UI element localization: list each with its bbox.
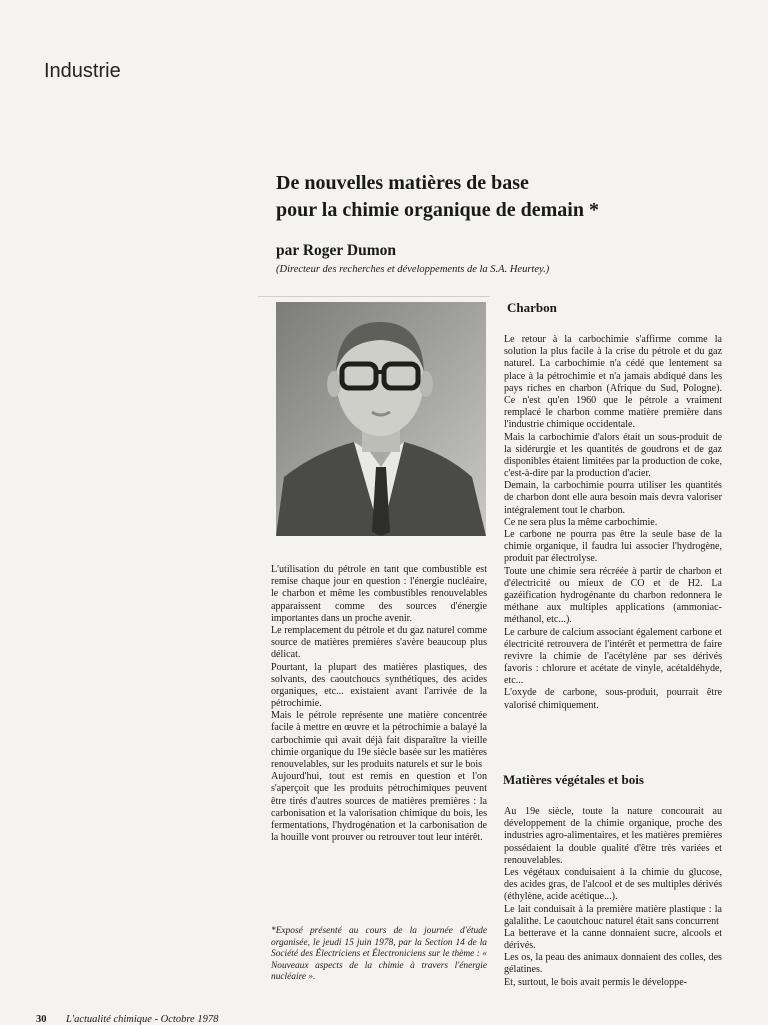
page-number: 30 <box>36 1014 47 1025</box>
paragraph: Le remplacement du pétrole et du gaz naturel comme source de matières premières s'avère beaucoup plus délicat. <box>271 624 487 661</box>
article-title <box>276 170 716 224</box>
paragraph: La betterave et la canne donnaient sucre, alcools et dérivés. <box>504 927 722 952</box>
paragraph: L'oxyde de carbone, sous-produit, pourrait être valorisé chimiquement. <box>504 687 722 711</box>
divider <box>258 296 490 297</box>
title-line: De nouvelles matières de base <box>276 172 529 194</box>
paragraph: Le carbure de calcium associant également carbone et électricité retrouvera de l'intérêt et permettra de faire revivre la chimie de l'acétylène par ses dérivés favoris : chlorure et acétate de vinyle, acétaldéhyde, etc... <box>504 626 722 687</box>
section-label: Industrie <box>44 60 121 82</box>
paragraph: Et, surtout, le bois avait permis le développe- <box>504 976 688 988</box>
title-line: pour la chimie organique de demain * <box>276 199 599 221</box>
vegetales-column <box>504 806 722 989</box>
paragraph: L'utilisation du pétrole en tant que combustible est remise chaque jour en question : l'énergie nucléaire, le charbon et même les combustibles renouvelables apparaissent comme des sources d'énergie importantes dans un proche avenir. <box>271 564 487 624</box>
author-affiliation: (Directeur des recherches et développements de la S.A. Heurtey.) <box>276 264 550 275</box>
paragraph: Au 19e siècle, toute la nature concourait au développement de la chimie organique, proche des industries agro-alimentaires, et les matières premières possédaient la double qualité d'être très variées et renouvelables. <box>504 806 722 866</box>
paragraph: Les végétaux conduisaient à la chimie du glucose, des acides gras, de l'alcool et de ses multiples dérivés (éthylène, acide acétique...). <box>504 866 722 903</box>
paragraph: Mais la carbochimie d'alors était un sous-produit de la sidérurgie et les quantités de goudrons et de gaz disponibles étaient limitées par la production de coke, c'est-à-dire par la production d'acier. <box>504 431 722 480</box>
paragraph: Demain, la carbochimie pourra utiliser les quantités de charbon dont elle aura besoin mais devra valoriser intégralement tout le charbon. <box>504 480 722 516</box>
paragraph: Les os, la peau des animaux donnaient des colles, des gélatines. <box>504 952 722 976</box>
author-portrait <box>276 302 486 536</box>
portrait-illustration <box>276 302 486 536</box>
author-byline: par Roger Dumon <box>276 242 396 259</box>
intro-column <box>271 564 487 844</box>
paragraph: Le retour à la carbochimie s'affirme comme la solution la plus facile à la crise du pétrole et du gaz naturel. La carbochimie n'a cédé que lentement sa place à la pétrochimie et n'a jamais abdiqué dans les pays riches en charbon (Afrique du Sud, Pologne). Ce n'est qu'en 1960 que le pétrole a vraiment remplacé le charbon comme matière première dans l'industrie chimique occidentale. <box>504 334 722 431</box>
paragraph: Le carbone ne pourra pas être la seule base de la chimie organique, il faudra lui associer l'hydrogène, produit par électrolyse. <box>504 529 722 565</box>
paragraph: Le lait conduisait à la première matière plastique : la galalithe. Le caoutchouc naturel était sans concurrent <box>504 903 722 927</box>
paragraph: Mais le pétrole représente une matière concentrée facile à mettre en œuvre et la pétrochimie a balayé la carbochimie qui avait déjà fait disparaître la vieille chimie organique du 19e siècle basée sur les matières renouvelables, sur les produits naturels et sur le bois <box>271 710 487 770</box>
paragraph: Pourtant, la plupart des matières plastiques, des solvants, des caoutchoucs synthétiques, des acides organiques, etc... existaient avant l'arrivée de la pétrochimie. <box>271 661 487 710</box>
footnote-text: *Exposé présenté au cours de la journée d'étude organisée, le jeudi 15 juin 1978, par la Section 14 de la Société des Électriciens et Électroniciens sur le thème : « Nouveaux aspects de la chimie à travers l'énergie nucléaire ». <box>271 926 487 983</box>
heading-charbon: Charbon <box>507 300 557 315</box>
charbon-column <box>504 334 722 712</box>
heading-vegetales: Matières végétales et bois <box>503 772 644 787</box>
paragraph: Aujourd'hui, tout est remis en question et l'on s'aperçoit que les produits pétrochimiques peuvent être tirés d'autres sources de matières premières : la carbonisation et la valorisation chimique du bois, les fermentations, l'hydrogénation et la carbonisation de la houille vont prouver ou retrouver tout leur intérêt. <box>271 771 487 844</box>
footnote <box>271 926 487 984</box>
journal-footer: L'actualité chimique - Octobre 1978 <box>66 1014 219 1025</box>
paragraph: Ce ne sera plus la même carbochimie. <box>504 516 658 528</box>
paragraph: Toute une chimie sera récréée à partir de charbon et d'électricité ou mieux de CO et de H2. La gazéification hydrogénante du charbon redonnera le méthane aux multiples applications (ammoniac-méthanol, etc...). <box>504 565 722 626</box>
